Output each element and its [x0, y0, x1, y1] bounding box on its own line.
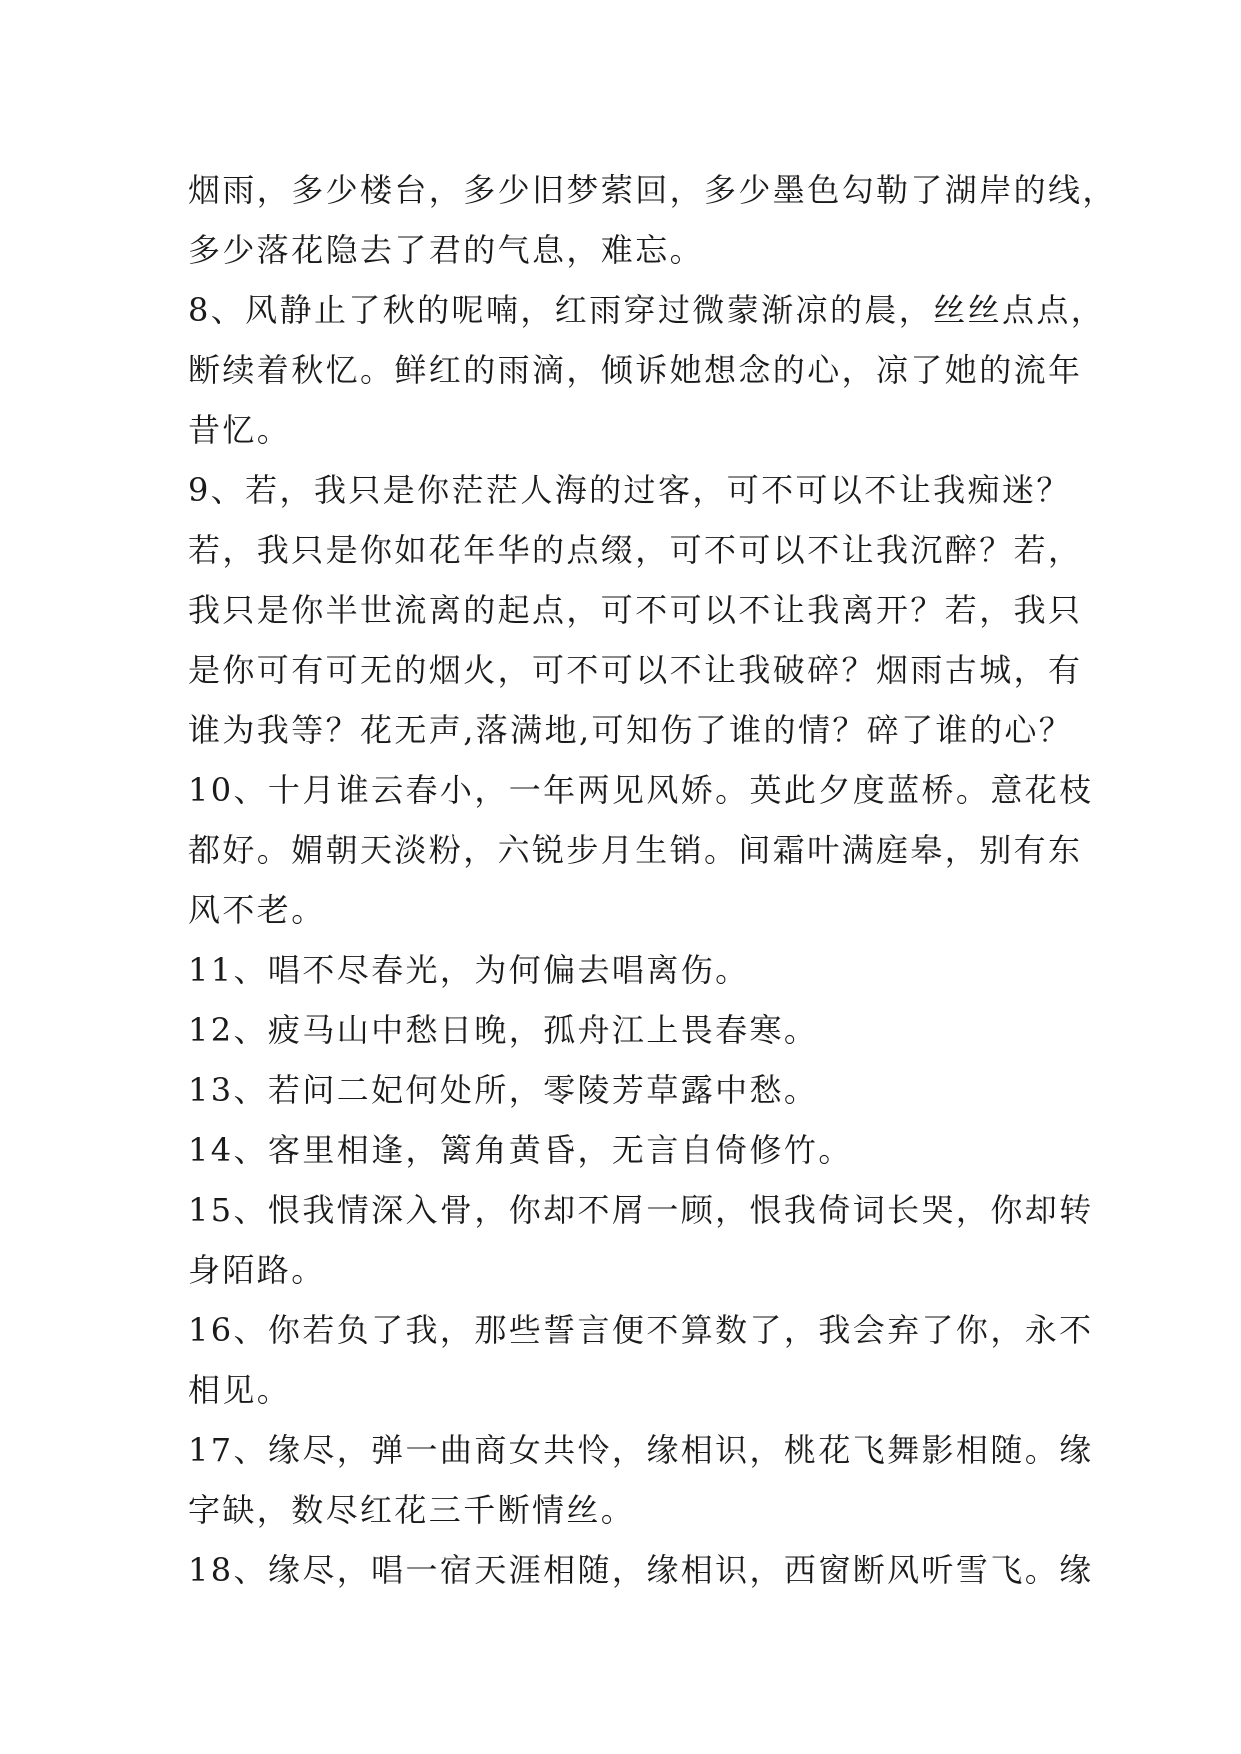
text-line: 身陌路。 [188, 1251, 326, 1289]
text-line: 13、若问二妃何处所，零陵芳草露中愁。 [188, 1071, 819, 1109]
text-line: 10、十月谁云春小，一年两见风娇。英此夕度蓝桥。意花枝 [188, 771, 1094, 809]
text-line: 12、疲马山中愁日晚，孤舟江上畏春寒。 [188, 1011, 819, 1049]
text-line: 9、若，我只是你茫茫人海的过客，可不可以不让我痴迷？ [188, 471, 1071, 509]
text-line: 16、你若负了我，那些誓言便不算数了，我会弃了你，永不 [188, 1311, 1094, 1349]
text-line: 我只是你半世流离的起点，可不可以不让我离开？若，我只 [188, 591, 1083, 629]
body-text [188, 160, 1117, 1600]
text-line: 字缺，数尽红花三千断情丝。 [188, 1491, 636, 1529]
text-line: 14、客里相逢，篱角黄昏，无言自倚修竹。 [188, 1131, 853, 1169]
text-line: 15、恨我情深入骨，你却不屑一顾，恨我倚词长哭，你却转 [188, 1191, 1094, 1229]
text-line: 17、缘尽，弹一曲商女共怜，缘相识，桃花飞舞影相随。缘 [188, 1431, 1094, 1469]
text-line: 8、风静止了秋的呢喃，红雨穿过微蒙渐凉的晨，丝丝点点， [188, 291, 1106, 329]
text-line: 相见。 [188, 1371, 292, 1409]
text-line: 风不老。 [188, 891, 326, 929]
text-line: 若，我只是你如花年华的点缀，可不可以不让我沉醉？若， [188, 531, 1083, 569]
text-line: 昔忆。 [188, 411, 292, 449]
text-line: 谁为我等？花无声,落满地,可知伤了谁的情？碎了谁的心？ [188, 711, 1074, 749]
text-line: 都好。媚朝天淡粉，六锐步月生销。间霜叶满庭皋，别有东 [188, 831, 1083, 869]
text-line: 烟雨，多少楼台，多少旧梦萦回，多少墨色勾勒了湖岸的线， [188, 171, 1117, 209]
text-line: 11、唱不尽春光，为何偏去唱离伤。 [188, 951, 750, 989]
text-line: 断续着秋忆。鲜红的雨滴，倾诉她想念的心，凉了她的流年 [188, 351, 1083, 389]
text-line: 多少落花隐去了君的气息，难忘。 [188, 231, 705, 269]
text-line: 是你可有可无的烟火，可不可以不让我破碎？烟雨古城，有 [188, 651, 1083, 689]
text-line: 18、缘尽，唱一宿天涯相随，缘相识，西窗断风听雪飞。缘 [188, 1551, 1094, 1589]
